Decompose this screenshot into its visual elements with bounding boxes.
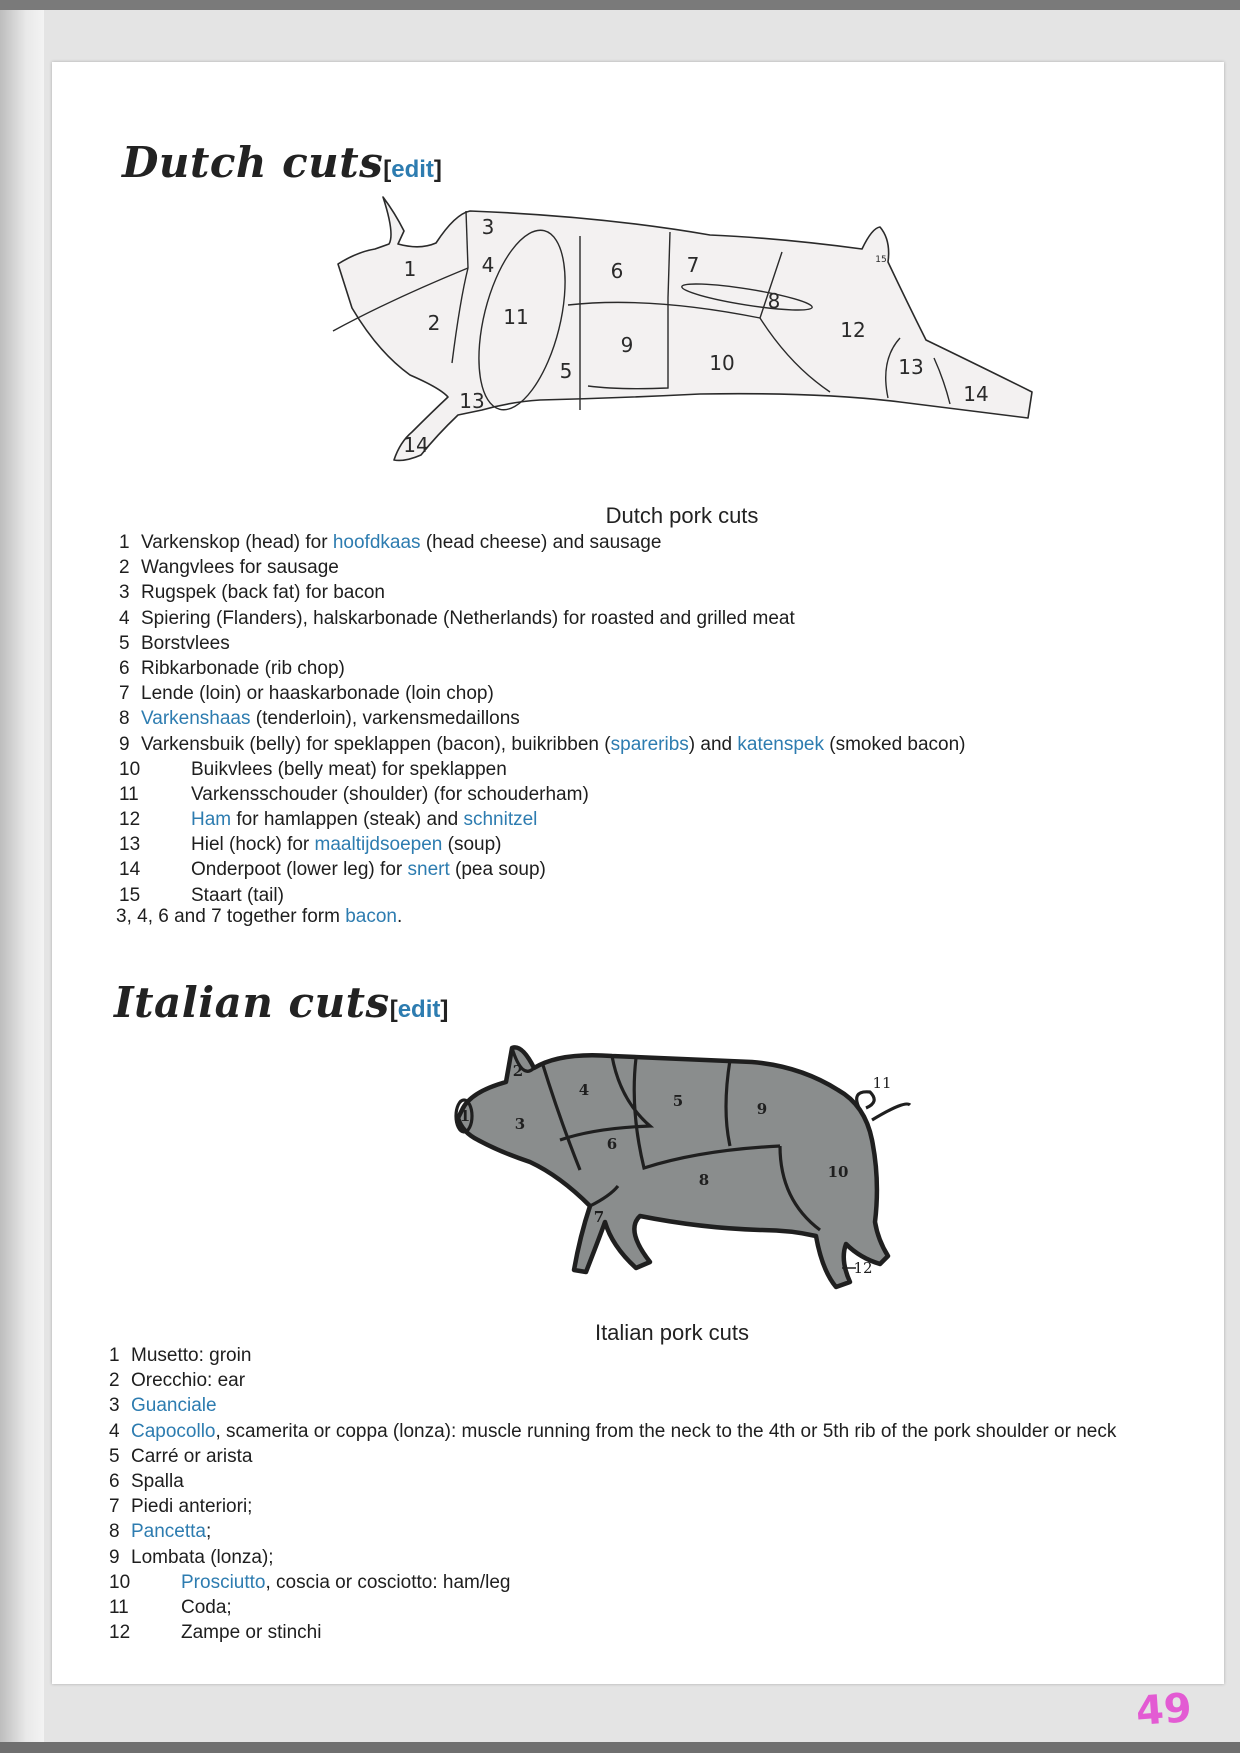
list-item: [109, 1595, 1116, 1620]
item-number: 4: [119, 607, 130, 629]
dutch-cuts-heading: [122, 138, 442, 187]
dutch-diagram-label-2: 2: [427, 311, 441, 335]
italian-diagram-label-10: 10: [827, 1163, 849, 1181]
item-number: 11: [119, 783, 139, 805]
item-text: Buikvlees (belly meat) for speklappen: [191, 758, 507, 780]
item-text: Musetto: groin: [131, 1345, 252, 1366]
page-number: 49: [1134, 1685, 1194, 1735]
dutch-edit-link[interactable]: [edit]: [383, 156, 442, 183]
item-number: 2: [119, 557, 130, 579]
italian-diagram-label-9: 9: [756, 1100, 768, 1118]
item-text: 3, 4, 6 and 7 together form: [116, 906, 346, 927]
scan-left-edge: [0, 10, 44, 1742]
item-text: , scamerita or coppa (lonza): muscle running from the neck to the 4th or 5th rib of the pork shoulder or neck: [215, 1420, 1117, 1442]
italian-diagram-label-12: 12: [853, 1259, 873, 1277]
wiki-link[interactable]: Pancetta: [131, 1521, 206, 1543]
item-number: 10: [109, 1571, 131, 1593]
scan-bottom-edge: [0, 1742, 1240, 1753]
italian-diagram-label-6: 6: [606, 1135, 618, 1153]
dutch-cuts-title: Dutch cuts: [122, 138, 384, 187]
wiki-link[interactable]: schnitzel: [463, 809, 538, 831]
item-number: 9: [119, 733, 130, 755]
item-number: 3: [119, 582, 130, 604]
item-text: Piedi anteriori;: [131, 1496, 253, 1518]
italian-cuts-list: [109, 1343, 1116, 1645]
wiki-link[interactable]: Guanciale: [131, 1395, 217, 1417]
dutch-pig-outline: [338, 197, 1032, 460]
dutch-edit-label[interactable]: edit: [391, 156, 434, 183]
italian-edit-link[interactable]: [edit]: [389, 996, 449, 1023]
italian-diagram-label-8: 8: [698, 1171, 710, 1189]
item-number: 5: [109, 1445, 120, 1467]
item-number: 3: [109, 1395, 120, 1417]
list-item: [109, 1620, 1116, 1645]
list-item: [119, 606, 966, 631]
item-number: 10: [119, 758, 141, 780]
wiki-link[interactable]: Varkenshaas: [141, 708, 251, 730]
item-text: , coscia or cosciotto: ham/leg: [265, 1571, 511, 1593]
dutch-cuts-list: [119, 530, 966, 908]
italian-diagram-label-4: 4: [578, 1081, 590, 1099]
item-text: Onderpoot (lower leg) for: [191, 859, 408, 881]
item-number: 6: [119, 657, 130, 679]
dutch-diagram-label-10: 10: [709, 351, 735, 375]
item-text: (head cheese) and sausage: [420, 532, 662, 553]
list-item: [109, 1419, 1116, 1444]
list-item: [119, 807, 966, 832]
dutch-diagram-label-4: 4: [481, 253, 495, 277]
item-text: Varkensbuik (belly) for speklappen (bacon), buikribben (: [141, 733, 611, 755]
dutch-diagram-label-15: 15: [875, 255, 887, 265]
item-number: 2: [109, 1370, 120, 1392]
item-number: 9: [109, 1546, 120, 1568]
item-text: Coda;: [181, 1596, 232, 1618]
item-number: 8: [109, 1521, 120, 1543]
item-number: 14: [119, 859, 141, 881]
item-text: Varkenskop (head) for: [141, 532, 333, 553]
wiki-link[interactable]: Prosciutto: [181, 1571, 266, 1593]
italian-edit-label[interactable]: edit: [397, 996, 441, 1023]
italian-caption: Italian pork cuts: [594, 1320, 750, 1345]
item-text: Spalla: [131, 1470, 184, 1492]
dutch-diagram-label-14-rear: 14: [963, 382, 989, 406]
item-text: Wangvlees for sausage: [141, 557, 339, 579]
dutch-diagram-label-1: 1: [403, 257, 417, 281]
list-item: [119, 706, 966, 731]
italian-diagram-label-3: 3: [514, 1115, 526, 1133]
item-number: 12: [119, 809, 141, 831]
item-number: 1: [119, 532, 130, 553]
item-text: Rugspek (back fat) for bacon: [141, 582, 385, 604]
item-text: Spiering (Flanders), halskarbonade (Netherlands) for roasted and grilled meat: [141, 607, 795, 629]
item-text: for hamlappen (steak) and: [231, 809, 464, 831]
list-item: [119, 530, 966, 555]
italian-diagram-label-5: 5: [672, 1092, 684, 1110]
item-text: ;: [206, 1521, 212, 1543]
item-text: Orecchio: ear: [131, 1370, 246, 1392]
italian-diagram-label-11: 11: [872, 1074, 892, 1092]
item-text: Carré or arista: [131, 1445, 253, 1467]
dutch-footer-note: [116, 904, 402, 929]
list-item: [109, 1469, 1116, 1494]
item-text: (smoked bacon): [824, 733, 966, 755]
item-number: 8: [119, 708, 130, 730]
item-number: 7: [109, 1496, 120, 1518]
item-number: 6: [109, 1470, 120, 1492]
wiki-link[interactable]: katenspek: [737, 733, 824, 755]
item-text: Ribkarbonade (rib chop): [141, 657, 345, 679]
dutch-diagram-label-12: 12: [840, 318, 866, 342]
italian-cuts-title: Italian cuts: [114, 978, 390, 1027]
italian-cuts-heading: [114, 978, 448, 1027]
dutch-diagram-label-9: 9: [620, 333, 634, 357]
italian-diagram-label-1: 1: [459, 1107, 471, 1125]
item-number: 7: [119, 683, 130, 705]
wiki-link[interactable]: spareribs: [610, 733, 689, 755]
list-item: [119, 782, 966, 807]
list-item: [109, 1368, 1116, 1393]
item-text: Borstvlees: [141, 632, 230, 654]
list-item: [119, 580, 966, 605]
list-item: [119, 757, 966, 782]
list-item: [119, 857, 966, 882]
dutch-caption: Dutch pork cuts: [605, 503, 759, 528]
italian-diagram-label-2: 2: [512, 1062, 524, 1080]
item-number: 13: [119, 834, 141, 856]
item-text: Staart (tail): [191, 884, 284, 906]
dutch-diagram-label-14-front: 14: [403, 433, 429, 457]
item-text: Zampe or stinchi: [181, 1622, 322, 1644]
wiki-link[interactable]: maaltijdsoepen: [314, 834, 443, 856]
item-text: Lombata (lonza);: [131, 1546, 274, 1568]
item-number: 11: [109, 1596, 129, 1618]
item-number: 12: [109, 1622, 131, 1644]
wiki-link[interactable]: Ham: [191, 809, 232, 831]
item-text: (tenderloin), varkensmedaillons: [250, 708, 520, 730]
list-item: [109, 1570, 1116, 1595]
list-item: [119, 656, 966, 681]
item-text: .: [396, 906, 403, 927]
dutch-diagram-label-13-front: 13: [459, 389, 485, 413]
list-item: [109, 1494, 1116, 1519]
italian-diagram-label-7: 7: [593, 1208, 605, 1226]
list-item: [119, 732, 966, 757]
dutch-diagram-label-3: 3: [481, 215, 495, 239]
list-item: [119, 631, 966, 656]
list-item: [119, 832, 966, 857]
item-text: (soup): [442, 834, 502, 856]
item-text: ) and: [688, 733, 738, 755]
item-number: 15: [119, 884, 141, 906]
wiki-link[interactable]: snert: [407, 859, 450, 881]
item-number: 4: [109, 1420, 120, 1442]
item-text: Lende (loin) or haaskarbonade (loin chop): [141, 683, 494, 705]
item-number: 5: [119, 632, 130, 654]
item-text: Hiel (hock) for: [191, 834, 315, 856]
dutch-diagram-label-11: 11: [503, 305, 529, 329]
scan-top-edge: [0, 0, 1240, 10]
item-text: (pea soup): [449, 859, 546, 881]
italian-pig-diagram: [450, 1035, 930, 1295]
list-item: [109, 1545, 1116, 1570]
item-number: 1: [109, 1345, 120, 1366]
list-item: [109, 1393, 1116, 1418]
dutch-diagram-label-8: 8: [767, 289, 781, 313]
list-item: [109, 1343, 1116, 1368]
dutch-diagram-label-5: 5: [559, 359, 573, 383]
dutch-diagram-label-6: 6: [610, 259, 624, 283]
dutch-diagram-label-13-rear: 13: [898, 355, 924, 379]
wiki-link[interactable]: hoofdkaas: [332, 532, 421, 553]
list-item: [119, 681, 966, 706]
dutch-pig-diagram: [330, 190, 1040, 470]
list-item: [119, 555, 966, 580]
list-item: [109, 1519, 1116, 1544]
list-item: [109, 1444, 1116, 1469]
italian-pig-outline: [458, 1047, 888, 1287]
dutch-diagram-label-7: 7: [686, 253, 700, 277]
wiki-link[interactable]: bacon: [345, 906, 397, 927]
item-text: Varkensschouder (shoulder) (for schouderham): [191, 783, 589, 805]
wiki-link[interactable]: Capocollo: [131, 1420, 216, 1442]
